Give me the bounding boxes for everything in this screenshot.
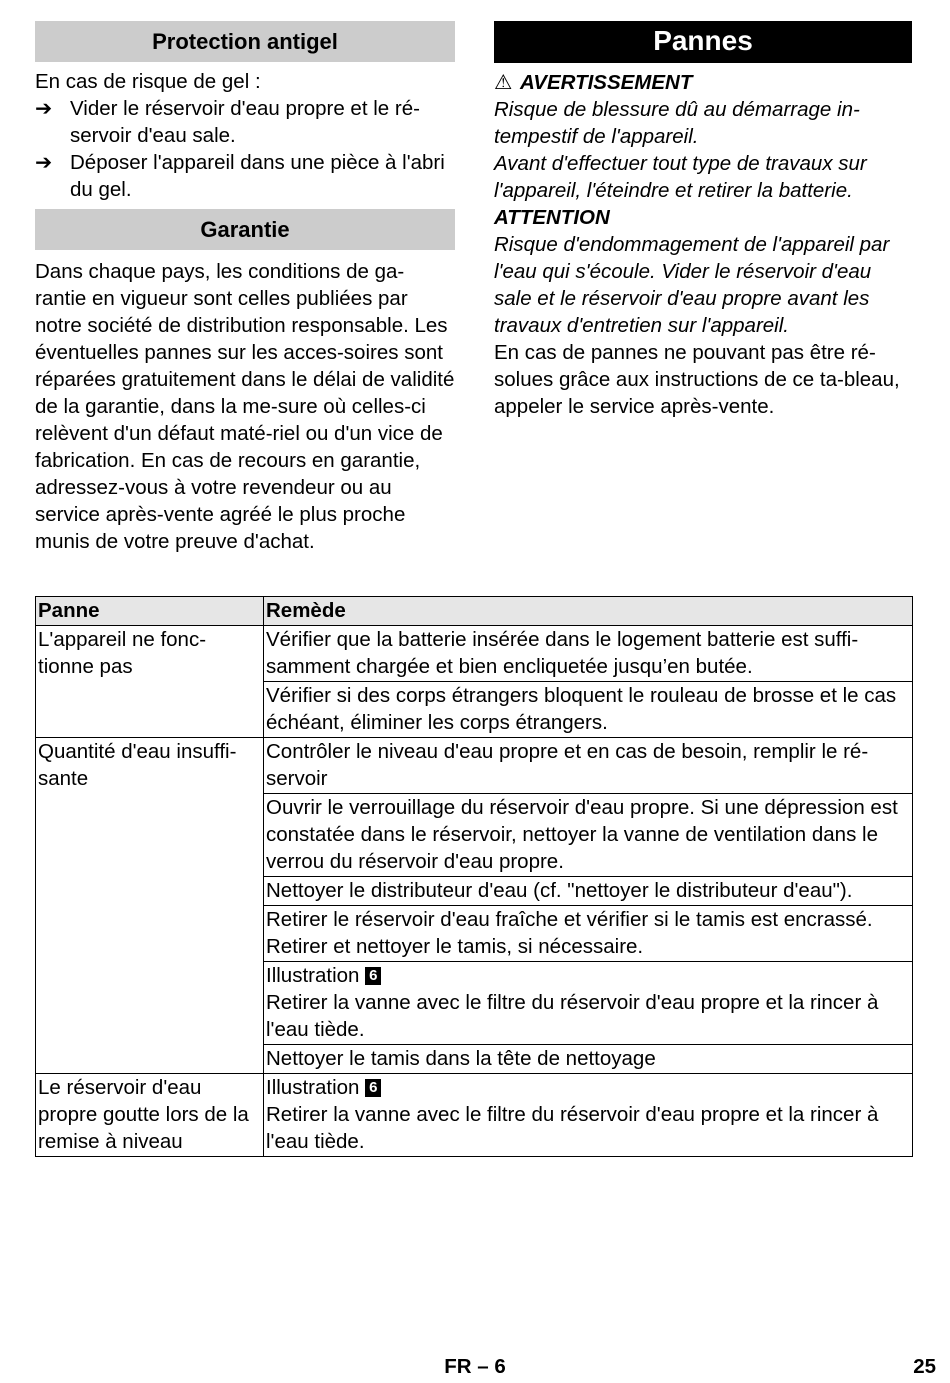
- warning-title-text: AVERTISSEMENT: [520, 71, 693, 94]
- remede-cell: Retirer le réservoir d'eau fraîche et vérifier si le tamis est encrassé. Retirer et nettoyer le tamis, si nécessaire.: [264, 906, 913, 962]
- figure-number-badge: 6: [365, 967, 381, 985]
- remede-cell: [264, 962, 913, 1045]
- panne-cell: L'appareil ne fonc-tionne pas: [36, 626, 264, 738]
- protection-antigel-heading: Protection antigel: [35, 21, 455, 62]
- column-header-panne: Panne: [36, 597, 264, 626]
- warning-title: [494, 69, 912, 96]
- warning-line: Risque de blessure dû au démarrage in-tempestif de l'appareil.: [494, 98, 860, 148]
- protection-step-text: Déposer l'appareil dans une pièce à l'abri du gel.: [70, 151, 445, 201]
- pannes-note: En cas de pannes ne pouvant pas être ré-solues grâce aux instructions de ce ta-bleau, appeler le service après-vente.: [494, 341, 900, 418]
- remede-cell: Nettoyer le tamis dans la tête de nettoyage: [264, 1045, 913, 1074]
- column-header-remede: Remède: [264, 597, 913, 626]
- illustration-text: Retirer la vanne avec le filtre du réservoir d'eau propre et la rincer à l'eau tiède.: [266, 991, 879, 1041]
- remede-cell: [264, 1074, 913, 1157]
- illustration-text: Retirer la vanne avec le filtre du réservoir d'eau propre et la rincer à l'eau tiède.: [266, 1103, 879, 1153]
- illustration-label: Illustration: [266, 1076, 360, 1099]
- attention-title: ATTENTION: [494, 206, 610, 229]
- table-row: [36, 738, 913, 794]
- protection-step: [35, 149, 455, 203]
- protection-step: [35, 95, 455, 149]
- illustration-label: Illustration: [266, 964, 360, 987]
- protection-intro: En cas de risque de gel :: [35, 70, 261, 93]
- arrow-right-icon: ➔: [35, 151, 53, 174]
- remede-cell: Ouvrir le verrouillage du réservoir d'eau propre. Si une dépression est constatée dans le réservoir, nettoyer la vanne de ventilation dans le verrou du réservoir d'eau propre.: [264, 794, 913, 877]
- garantie-text: Dans chaque pays, les conditions de ga-rantie en vigueur sont celles publiées par notre société de distribution responsable. Les éventuelles pannes sur les acces-soires sont réparées gratuitement dans le délai de validité de la garantie, dans la me-sure où celles-ci relèvent d'un défaut maté-riel ou d'un vice de fabrication. En cas de recours en garantie, adressez-vous à votre revendeur ou au service après-vente agréé le plus proche munis de votre preuve d'achat.: [35, 260, 455, 553]
- garantie-heading: Garantie: [35, 209, 455, 250]
- remede-cell: Nettoyer le distributeur d'eau (cf. "nettoyer le distributeur d'eau").: [264, 877, 913, 906]
- troubleshooting-table: [35, 596, 913, 1157]
- panne-cell: Le réservoir d'eau propre goutte lors de la remise à niveau: [36, 1074, 264, 1157]
- pannes-heading: Pannes: [494, 21, 912, 63]
- remede-cell: Vérifier que la batterie insérée dans le logement batterie est suffi-samment chargée et bien encliquetée jusqu’en butée.: [264, 626, 913, 682]
- arrow-right-icon: ➔: [35, 97, 53, 120]
- right-column: [494, 21, 912, 420]
- attention-text: Risque d'endommagement de l'appareil par l'eau qui s'écoule. Vider le réservoir d'eau sale et le réservoir d'eau propre avant les travaux d'entretien sur l'appareil.: [494, 233, 890, 337]
- section-page-label: FR – 6: [444, 1355, 506, 1378]
- table-row: [36, 1074, 913, 1157]
- warning-line: Avant d'effectuer tout type de travaux sur l'appareil, l'éteindre et retirer la batterie.: [494, 152, 867, 202]
- remede-cell: Contrôler le niveau d'eau propre et en cas de besoin, remplir le ré-servoir: [264, 738, 913, 794]
- panne-cell: Quantité d'eau insuffi-sante: [36, 738, 264, 1074]
- protection-step-text: Vider le réservoir d'eau propre et le ré-servoir d'eau sale.: [70, 97, 420, 147]
- left-column: [35, 21, 455, 555]
- warning-triangle-icon: ⚠: [494, 71, 513, 94]
- remede-cell: Vérifier si des corps étrangers bloquent le rouleau de brosse et le cas échéant, éliminer les corps étrangers.: [264, 682, 913, 738]
- figure-number-badge: 6: [365, 1079, 381, 1097]
- table-row: [36, 626, 913, 682]
- table-header-row: [36, 597, 913, 626]
- page-number: 25: [913, 1355, 936, 1378]
